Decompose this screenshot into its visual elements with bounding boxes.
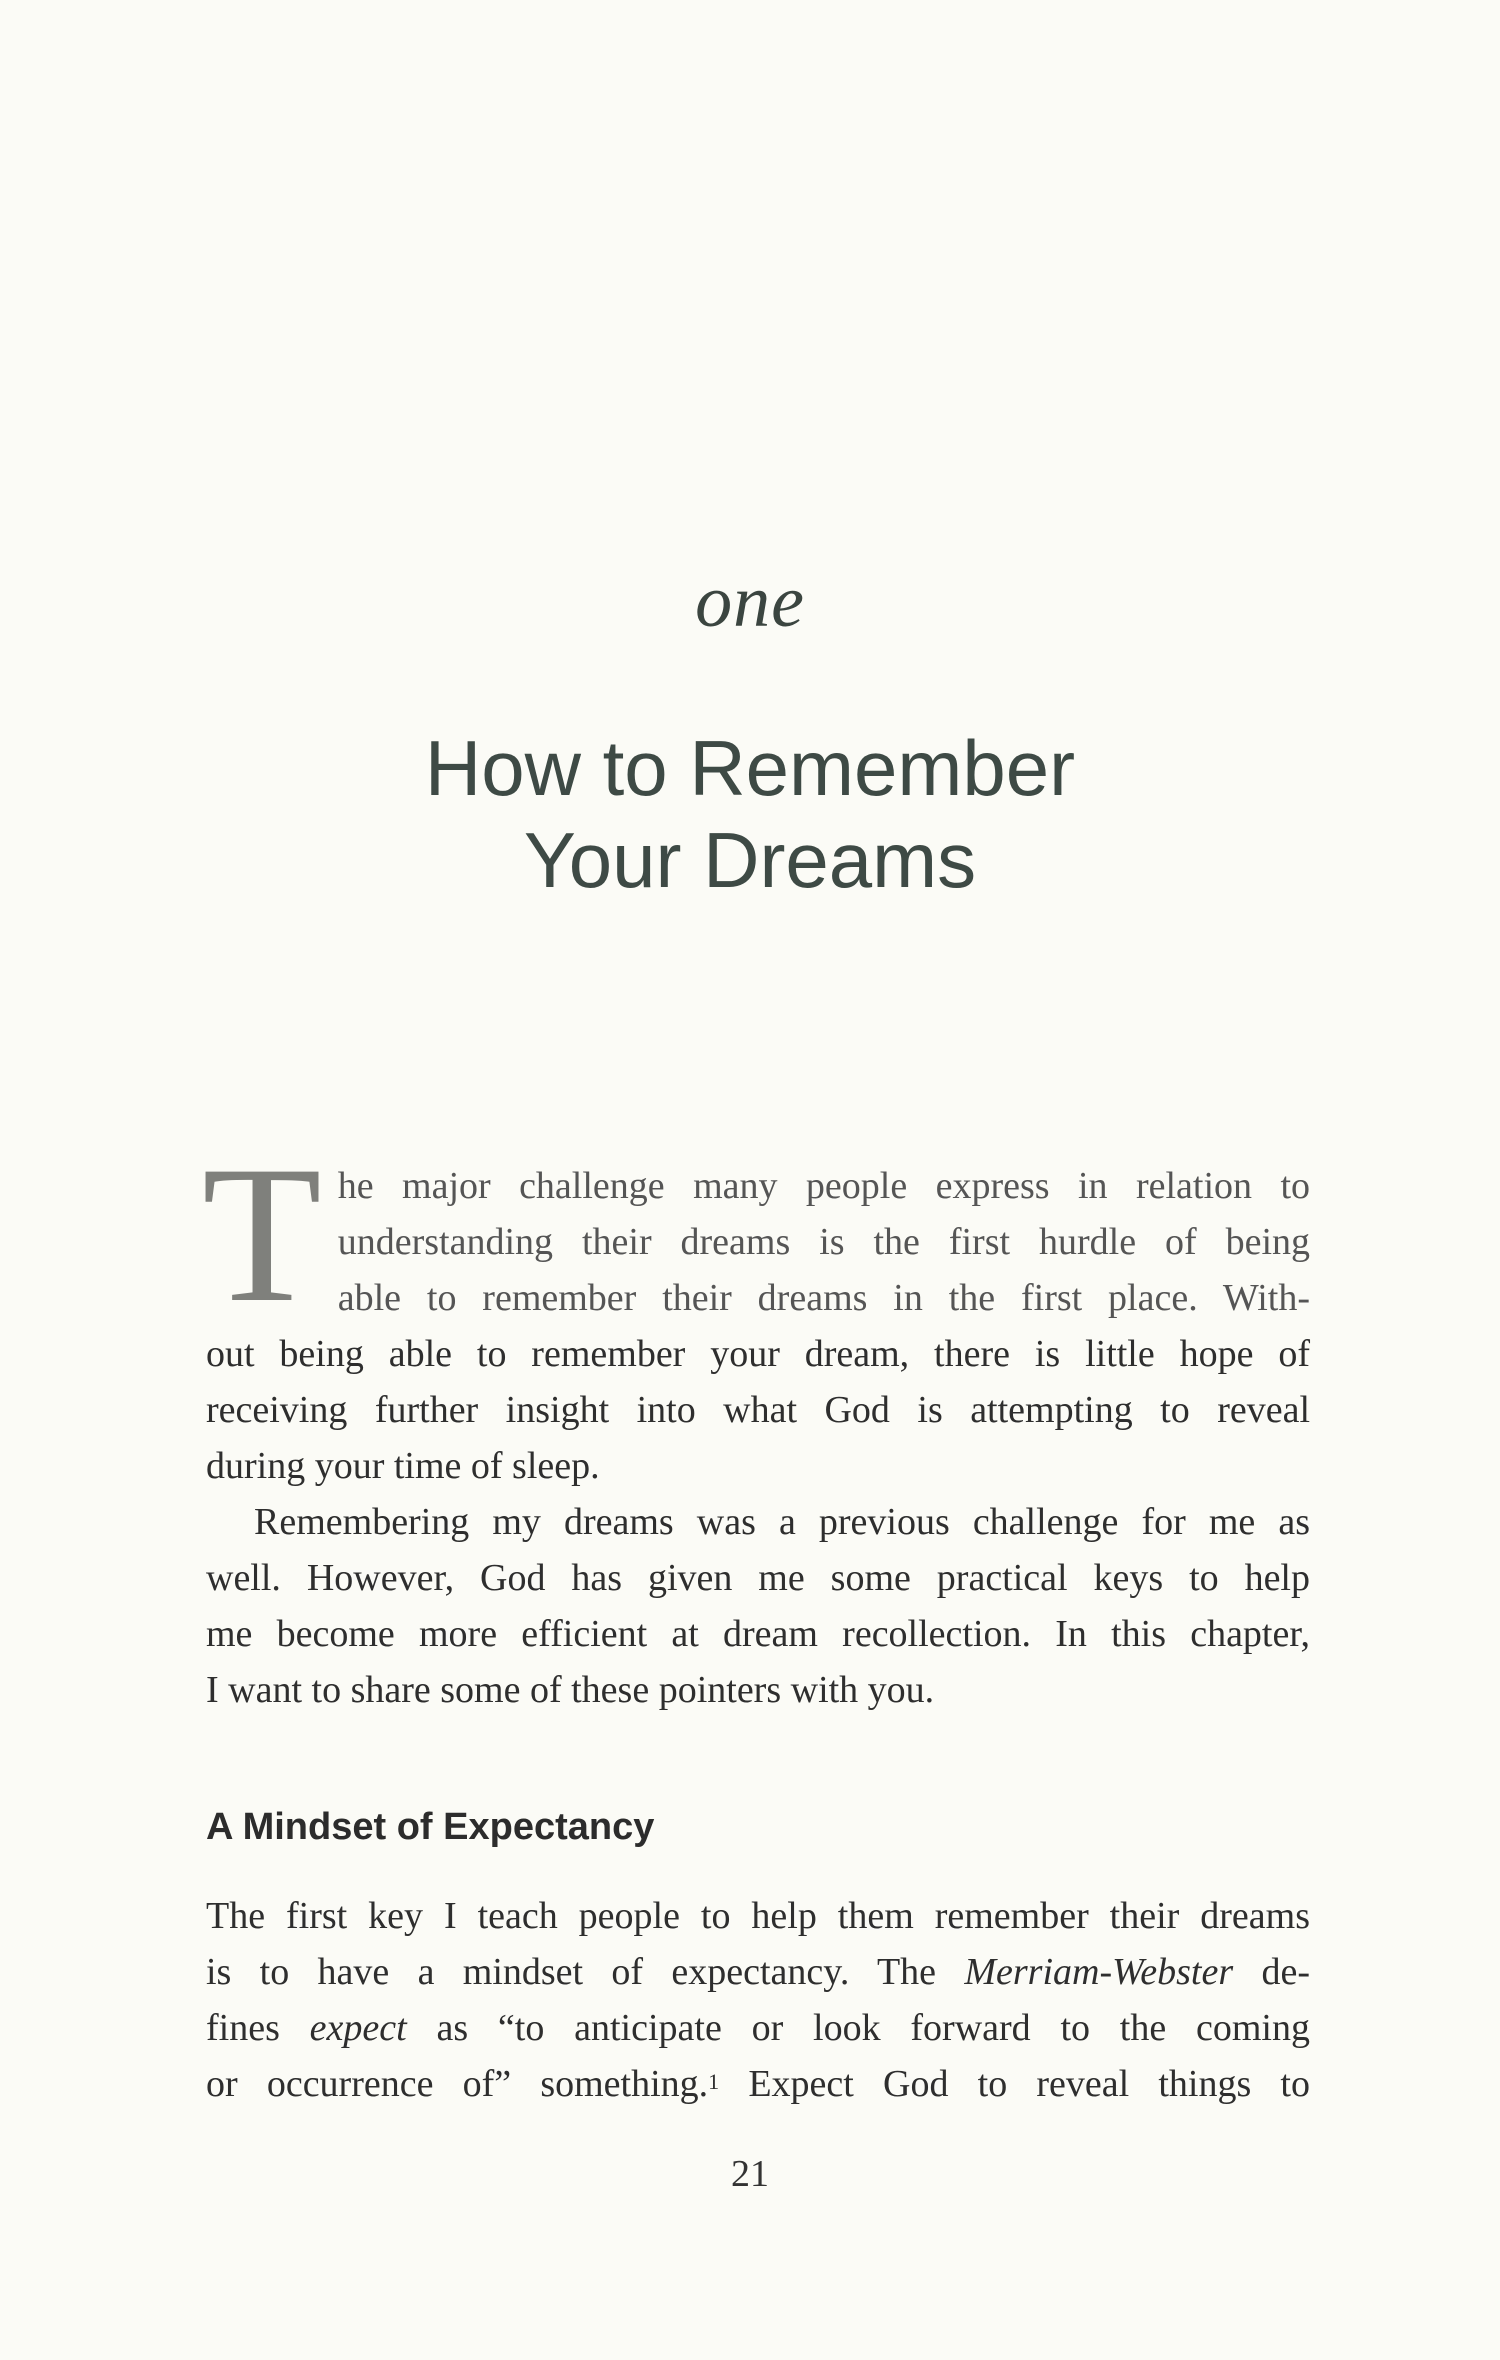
paragraph-line: me become more efficient at dream recollection. In this chapter,	[206, 1613, 1310, 1655]
drop-cap: T	[202, 1126, 322, 1343]
chapter-title-line-2: Your Dreams	[523, 816, 977, 904]
paragraph-line: out being able to remember your dream, there is little hope of	[206, 1333, 1310, 1375]
paragraph-line: well. However, God has given me some practical keys to help	[206, 1557, 1310, 1599]
footnote-marker: 1	[708, 2069, 720, 2094]
paragraph-line: understanding their dreams is the first hurdle of being	[337, 1221, 1310, 1263]
second-paragraph	[206, 1494, 1310, 1718]
text-run: de-	[1233, 1951, 1310, 1993]
drop-cap-block	[202, 1126, 1310, 1343]
paragraph-line: receiving further insight into what God is attempting to reveal	[206, 1389, 1310, 1431]
text-run: is to have a mindset of expectancy. The	[206, 1951, 965, 1993]
text-run: as “to anticipate or look forward to the coming	[406, 2007, 1310, 2049]
italic-title: Merriam-Webster	[964, 1951, 1234, 1993]
third-paragraph	[206, 1888, 1310, 2112]
page-number: 21	[731, 2153, 769, 2195]
opening-paragraph	[202, 1126, 1310, 1494]
paragraph-line	[206, 1944, 1310, 2000]
paragraph-line: able to remember their dreams in the first place. With-	[337, 1277, 1310, 1319]
paragraph-line: during your time of sleep.	[206, 1445, 600, 1487]
paragraph-line: I want to share some of these pointers with you.	[206, 1669, 935, 1711]
text-run: Expect God to reveal things to	[719, 2063, 1310, 2105]
paragraph-line	[206, 2056, 1310, 2112]
paragraph-line: The first key I teach people to help them remember their dreams	[206, 1895, 1310, 1937]
paragraph-line	[206, 2000, 1310, 2056]
paragraph-line: he major challenge many people express in relation to	[337, 1165, 1310, 1207]
text-run: fines	[206, 2007, 310, 2049]
chapter-number: one	[695, 561, 805, 643]
italic-term: expect	[309, 2007, 407, 2049]
paragraph-line: Remembering my dreams was a previous challenge for me as	[254, 1501, 1310, 1543]
chapter-title	[0, 722, 1500, 906]
text-run: or occurrence of” something.	[206, 2063, 709, 2105]
chapter-title-line-1: How to Remember	[424, 724, 1076, 812]
section-heading: A Mindset of Expectancy	[206, 1806, 655, 1848]
